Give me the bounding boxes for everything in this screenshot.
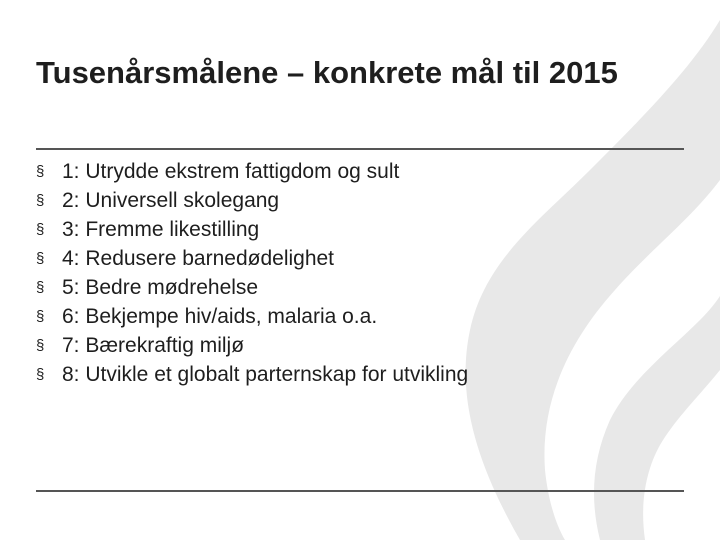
bullet-icon: § (36, 337, 45, 354)
goal-text: 1: Utrydde ekstrem fattigdom og sult (62, 159, 400, 183)
swoosh-upper (466, 20, 720, 540)
list-item (36, 157, 468, 186)
bullet-icon: § (36, 163, 45, 180)
bullet-icon: § (36, 192, 45, 209)
footer-divider-line (36, 490, 684, 492)
bullet-icon: § (36, 250, 45, 267)
title-divider-line (36, 148, 684, 150)
goal-text: 3: Fremme likestilling (62, 217, 260, 241)
goal-list (36, 157, 468, 389)
bullet-icon: § (36, 279, 45, 296)
list-item (36, 331, 468, 360)
goal-text: 8: Utvikle et globalt parternskap for utvikling (62, 362, 469, 386)
list-item (36, 360, 468, 389)
list-item (36, 186, 468, 215)
swoosh-lower (594, 296, 720, 540)
slide-title: Tusenårsmålene – konkrete mål til 2015 (36, 55, 618, 90)
goal-text: 7: Bærekraftig miljø (62, 333, 245, 357)
list-item (36, 273, 468, 302)
list-item (36, 302, 468, 331)
goal-text: 6: Bekjempe hiv/aids, malaria o.a. (62, 304, 378, 328)
list-item (36, 244, 468, 273)
goal-text: 5: Bedre mødrehelse (62, 275, 259, 299)
bullet-icon: § (36, 221, 45, 238)
bullet-icon: § (36, 308, 45, 325)
goal-text: 4: Redusere barnedødelighet (62, 246, 335, 270)
bullet-icon: § (36, 366, 45, 383)
goal-text: 2: Universell skolegang (62, 188, 280, 212)
list-item (36, 215, 468, 244)
